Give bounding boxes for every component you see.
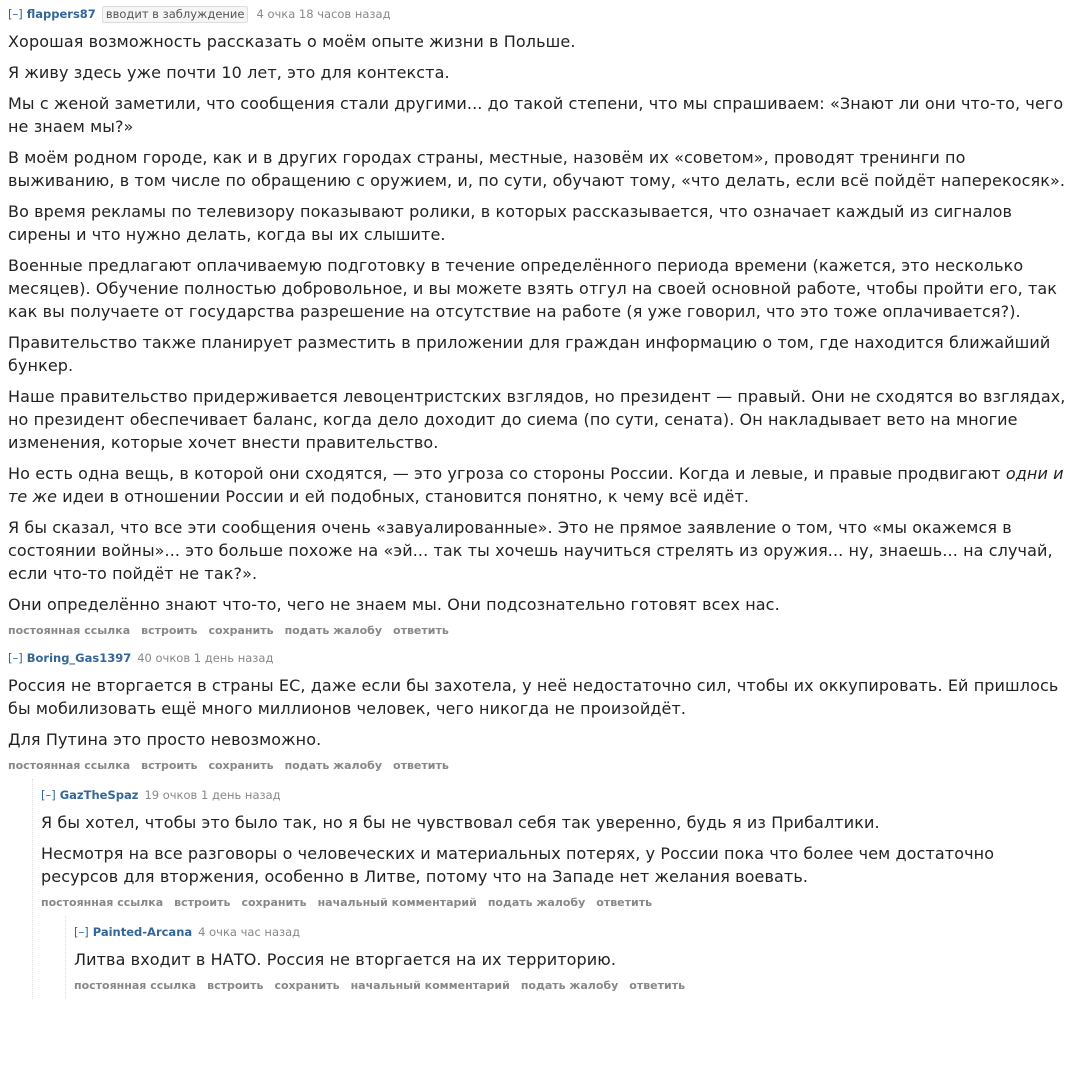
comment-body	[8, 674, 1067, 751]
emphasis: одни и те же	[8, 464, 1064, 506]
paragraph: Военные предлагают оплачиваемую подготовку в течение определённого периода времени (кажется, это несколько месяцев). Обучение полностью добровольное, и вы можете взять отгул на своей основной работе, чтобы пройти его, так как вы получаете от государства разрешение на отсутствие на работе (я уже говорил, что это тоже оплачивается?).	[8, 256, 1058, 321]
permalink-button[interactable]: постоянная ссылка	[8, 624, 131, 637]
report-button[interactable]: подать жалобу	[520, 979, 619, 992]
paragraph: В моём родном городе, как и в других городах страны, местные, назовём их «советом», проводят тренинги по выживанию, в том числе по обращению с оружием, и, по сути, обучают тому, «что делать, если всё пойдёт наперекосяк».	[8, 148, 1066, 190]
paragraph: Наше правительство придерживается левоцентристских взглядов, но президент — правый. Они не сходятся во взглядах, но президент обеспечивает баланс, когда дело доходит до сиема (по сути, сената). Он накладывает вето на многие изменения, которые хочет внести правительство.	[8, 387, 1066, 452]
score-time: 4 очка час назад	[198, 925, 301, 939]
comment-painted-arcana	[65, 916, 1067, 999]
text: Но есть одна вещь, в которой они сходятся, — это угроза со стороны России. Когда и левые, и правые продвигают	[8, 464, 1006, 483]
paragraph: Для Путина это просто невозможно.	[8, 730, 322, 749]
collapse-toggle[interactable]: [–]	[8, 7, 23, 21]
permalink-button[interactable]: постоянная ссылка	[74, 979, 197, 992]
reply-button[interactable]: ответить	[596, 896, 653, 909]
paragraph: Во время рекламы по телевизору показывают ролики, в которых рассказывается, что означает каждый из сигналов сирены и что нужно делать, когда вы их слышите.	[8, 202, 1013, 244]
paragraph: Мы с женой заметили, что сообщения стали другими... до такой степени, что мы спрашиваем: «Знают ли они что-то, чего не знаем мы?»	[8, 94, 1064, 136]
embed-button[interactable]: встроить	[141, 759, 198, 772]
comment-tagline	[8, 644, 1067, 668]
paragraph: Несмотря на все разговоры о человеческих и материальных потерях, у России пока что более чем достаточно ресурсов для вторжения, особенно в Литве, потому что на Западе нет желания воевать.	[41, 844, 995, 886]
reply-button[interactable]: ответить	[629, 979, 686, 992]
report-button[interactable]: подать жалобу	[284, 624, 383, 637]
paragraph: Правительство также планирует разместить в приложении для граждан информацию о том, где находится ближайший бункер.	[8, 333, 1051, 375]
comment-actions	[74, 979, 1067, 999]
parent-button[interactable]: начальный комментарий	[317, 896, 477, 909]
save-button[interactable]: сохранить	[208, 624, 274, 637]
comment-actions	[8, 759, 1067, 779]
collapse-toggle[interactable]: [–]	[8, 651, 23, 665]
save-button[interactable]: сохранить	[208, 759, 274, 772]
paragraph: Я бы хотел, чтобы это было так, но я бы не чувствовал себя так уверенно, будь я из Прибалтики.	[41, 813, 880, 832]
comment-tagline	[41, 779, 1067, 805]
paragraph: Я живу здесь уже почти 10 лет, это для контекста.	[8, 63, 450, 82]
permalink-button[interactable]: постоянная ссылка	[8, 759, 131, 772]
reply-button[interactable]: ответить	[393, 759, 449, 772]
paragraph: Я бы сказал, что все эти сообщения очень «завуалированные». Это не прямое заявление о том, что «мы окажемся в состоянии войны»... это больше похоже на «эй... так ты хочешь научиться стрелять из оружия... ну, знаешь... на случай, если что-то пойдёт не так?».	[8, 518, 1053, 583]
parent-button[interactable]: начальный комментарий	[350, 979, 510, 992]
author-link[interactable]: GazTheSpaz	[59, 788, 139, 802]
save-button[interactable]: сохранить	[241, 896, 307, 909]
comment-actions	[8, 624, 1067, 644]
comment-gazthespaz	[32, 779, 1067, 999]
score-time: 19 очков 1 день назад	[144, 788, 281, 802]
user-flair: вводит в заблуждение	[102, 6, 249, 23]
comment-body	[8, 30, 1067, 616]
report-button[interactable]: подать жалобу	[284, 759, 383, 772]
comment-boring-gas1397	[0, 644, 1067, 999]
comment-body	[41, 811, 1067, 888]
comment-actions	[41, 896, 1067, 916]
report-button[interactable]: подать жалобу	[487, 896, 586, 909]
reply-button[interactable]: ответить	[393, 624, 449, 637]
embed-button[interactable]: встроить	[207, 979, 264, 992]
author-link[interactable]: Painted-Arcana	[92, 925, 193, 939]
collapse-toggle[interactable]: [–]	[41, 788, 56, 802]
embed-button[interactable]: встроить	[174, 896, 231, 909]
collapse-toggle[interactable]: [–]	[74, 925, 89, 939]
text: идеи в отношении России и ей подобных, становится понятно, к чему всё идёт.	[57, 487, 750, 506]
paragraph: Россия не вторгается в страны ЕС, даже если бы захотела, у неё недостаточно сил, чтобы их оккупировать. Ей пришлось бы мобилизовать ещё много миллионов человек, чего никогда не произойдёт.	[8, 676, 1059, 718]
score-time: 40 очков 1 день назад	[137, 651, 274, 665]
comment-tagline	[8, 0, 1067, 24]
author-link[interactable]: flappers87	[26, 7, 96, 21]
embed-button[interactable]: встроить	[141, 624, 198, 637]
author-link[interactable]: Boring_Gas1397	[26, 651, 132, 665]
paragraph: Хорошая возможность рассказать о моём опыте жизни в Польше.	[8, 32, 576, 51]
comment-body	[74, 948, 1067, 971]
paragraph	[8, 462, 1067, 508]
score-time: 4 очка 18 часов назад	[256, 7, 391, 21]
paragraph: Они определённо знают что-то, чего не знаем мы. Они подсознательно готовят всех нас.	[8, 595, 780, 614]
permalink-button[interactable]: постоянная ссылка	[41, 896, 164, 909]
comment-tagline	[74, 916, 1067, 942]
paragraph: Литва входит в НАТО. Россия не вторгается на их территорию.	[74, 950, 617, 969]
save-button[interactable]: сохранить	[274, 979, 340, 992]
